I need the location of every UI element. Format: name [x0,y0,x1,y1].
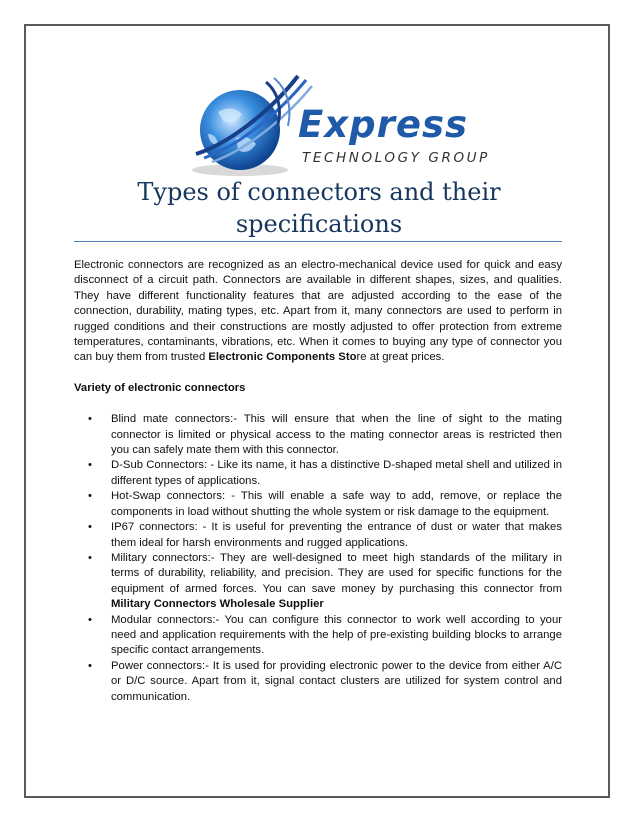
document-page [24,24,610,798]
list-item-text: Modular connectors:- You can configure this connector to work well according to your need and application requirements with the help of pre-existing building blocks to arrange specific contact arrangements. [111,613,562,657]
brand-subtitle: TECHNOLOGY GROUP [302,150,490,166]
bullet-icon: • [88,459,92,472]
list-item-text: Blind mate connectors:- This will ensure that when the line of sight to the mating connector is limited or physical access to the mating connector areas is restricted then you can safely mate them with this connector. [111,413,562,457]
list-item-text: IP67 connectors: - It is useful for preventing the entrance of dust or water that makes them ideal for harsh environments and rugged applications. [111,521,562,549]
intro-text: Electronic connectors are recognized as an electro-mechanical device used for quick and easy disconnect of a circuit path. Connectors are available in different shapes, sizes, and qualities. They have different functionality features that are adjusted according to the ease of the connection, durability, mating types, etc. Apart from it, many connectors are used to perform in rugged conditions and their constructions are mostly adjusted to offer protection from extreme temperatures, contaminants, vibrations, etc. When it comes to buying any type of connector you can buy them from trusted [74,259,562,364]
list-item-text: D-Sub Connectors: - Like its name, it has a distinctive D-shaped metal shell and utilized in different types of applications. [111,459,562,487]
connector-list [74,412,562,705]
electronic-components-store-link[interactable]: Electronic Components Sto [208,351,357,364]
bullet-icon: • [88,551,92,564]
military-connectors-supplier-link[interactable]: Military Connectors Wholesale Supplier [111,598,324,611]
list-item [74,489,562,520]
page-title: Types of connectors and their specifications [137,178,501,238]
list-item-text: Hot-Swap connectors: - This will enable a safe way to add, remove, or replace the components in load without shutting the whole system or risk damage to the equipment. [111,490,562,518]
list-item [74,520,562,551]
title-divider [74,241,562,242]
bullet-icon: • [88,413,92,426]
list-item [74,458,562,489]
article-body [74,258,562,705]
list-item [74,412,562,458]
brand-name: Express [298,103,469,146]
intro-text-end: re at great prices. [356,351,445,364]
list-item [74,659,562,705]
express-logo [178,72,490,184]
list-item [74,551,562,613]
section-heading: Variety of electronic connectors [74,381,246,394]
bullet-icon: • [88,659,92,672]
intro-paragraph [74,258,562,366]
bullet-icon: • [88,490,92,503]
list-item-text: Power connectors:- It is used for providing electronic power to the device from either A/C or D/C source. Apart from it, signal contact clusters are utilized for system control and communication. [111,659,562,703]
bullet-icon: • [88,521,92,534]
bullet-icon: • [88,613,92,626]
list-item-text: Military connectors:- They are well-designed to meet high standards of the military in terms of durability, reliability, and precision. They are used for specific functions for the equipment of armed forces. You can save money by purchasing this connector from [111,551,562,595]
list-item [74,613,562,659]
